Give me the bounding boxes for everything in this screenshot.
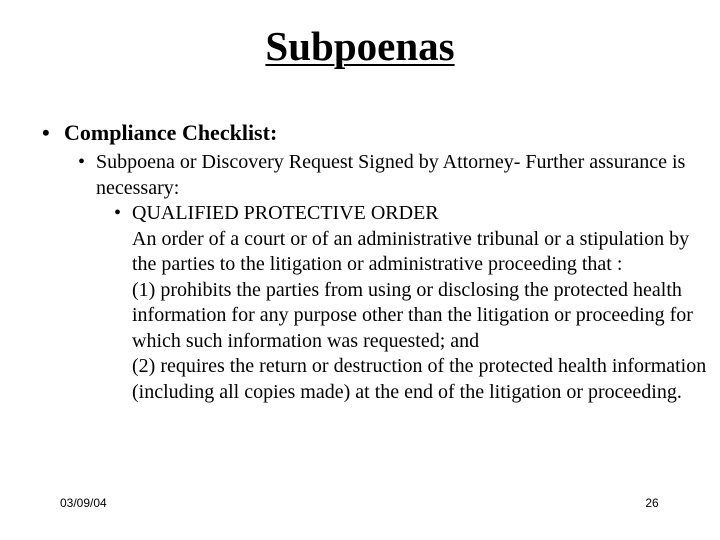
bullet-level-2 xyxy=(78,150,708,201)
bullet-level-3-body xyxy=(132,201,714,405)
slide-title: Subpoenas xyxy=(265,23,455,69)
bullet-level-3 xyxy=(114,201,714,405)
qpo-clause-1: (1) prohibits the parties from using or disclosing the protected health information for any purpose other than the litigation or proceeding for which such information was requested; and xyxy=(132,278,693,352)
footer-page-number: 26 xyxy=(645,496,659,510)
footer-date: 03/09/04 xyxy=(60,496,107,510)
bullet-level-1 xyxy=(42,120,277,146)
bullet-marker: • xyxy=(42,120,50,145)
bullet-level-1-text: Compliance Checklist: xyxy=(64,120,278,145)
bullet-marker: • xyxy=(78,151,86,173)
qpo-definition: An order of a court or of an administrative tribunal or a stipulation by the parties to the litigation or administrative proceeding that : xyxy=(132,227,690,275)
qpo-heading: QUALIFIED PROTECTIVE ORDER xyxy=(132,202,439,224)
qpo-clause-2: (2) requires the return or destruction of the protected health information (including all copies made) at the end of the litigation or proceeding. xyxy=(132,355,707,403)
bullet-level-2-text: Subpoena or Discovery Request Signed by Attorney- Further assurance is necessary: xyxy=(96,151,686,199)
bullet-marker: • xyxy=(114,202,122,224)
